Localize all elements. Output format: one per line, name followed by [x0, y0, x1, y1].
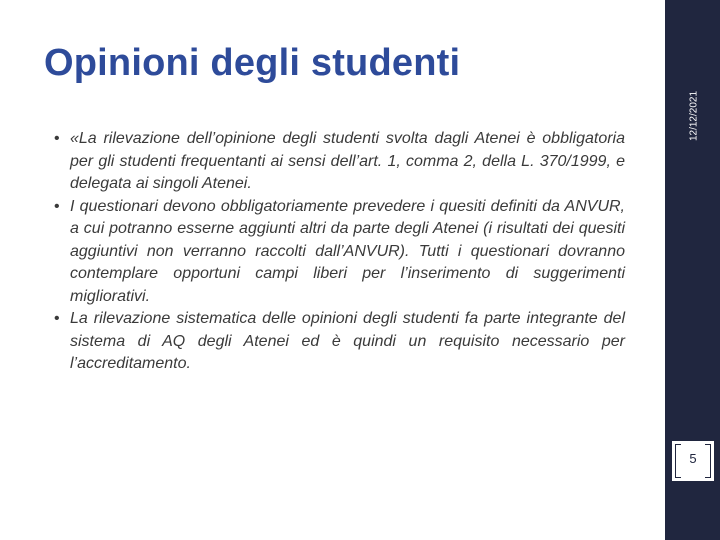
slide-title: Opinioni degli studenti — [44, 42, 461, 84]
page-number-box — [672, 441, 714, 481]
bullet-item — [50, 128, 625, 196]
bullet-marker: • — [54, 130, 60, 147]
bullet-text: I questionari devono obbligatoriamente prevedere i quesiti definiti da ANVUR, a cui potranno esserne aggiunti altri da parte degli Atenei (i risultati dei quesiti aggiuntivi non verranno raccolti dall’ANVUR). Tutti i questionari dovranno contemplare opportuni campi liberi per l’inserimento di suggerimenti migliorativi. — [70, 197, 625, 305]
bullet-item — [50, 196, 625, 309]
bullet-marker: • — [54, 310, 60, 327]
page-number: 5 — [689, 451, 697, 466]
bullet-marker: • — [54, 197, 60, 215]
slide-date: 12/12/2021 — [688, 90, 700, 142]
bullet-text: La rilevazione sistematica delle opinioni degli studenti fa parte integrante del sistema di AQ degli Atenei ed è quindi un requisito necessario per l’accreditamento. — [70, 310, 625, 372]
bullet-list — [50, 128, 625, 376]
bullet-item — [50, 308, 625, 376]
bullet-text: «La rilevazione dell’opinione degli studenti svolta dagli Atenei è obbligatoria per gli studenti frequentanti ai sensi dell’art. 1, comma 2, della L. 370/1999, e delegata ai singoli Atenei. — [70, 130, 625, 192]
